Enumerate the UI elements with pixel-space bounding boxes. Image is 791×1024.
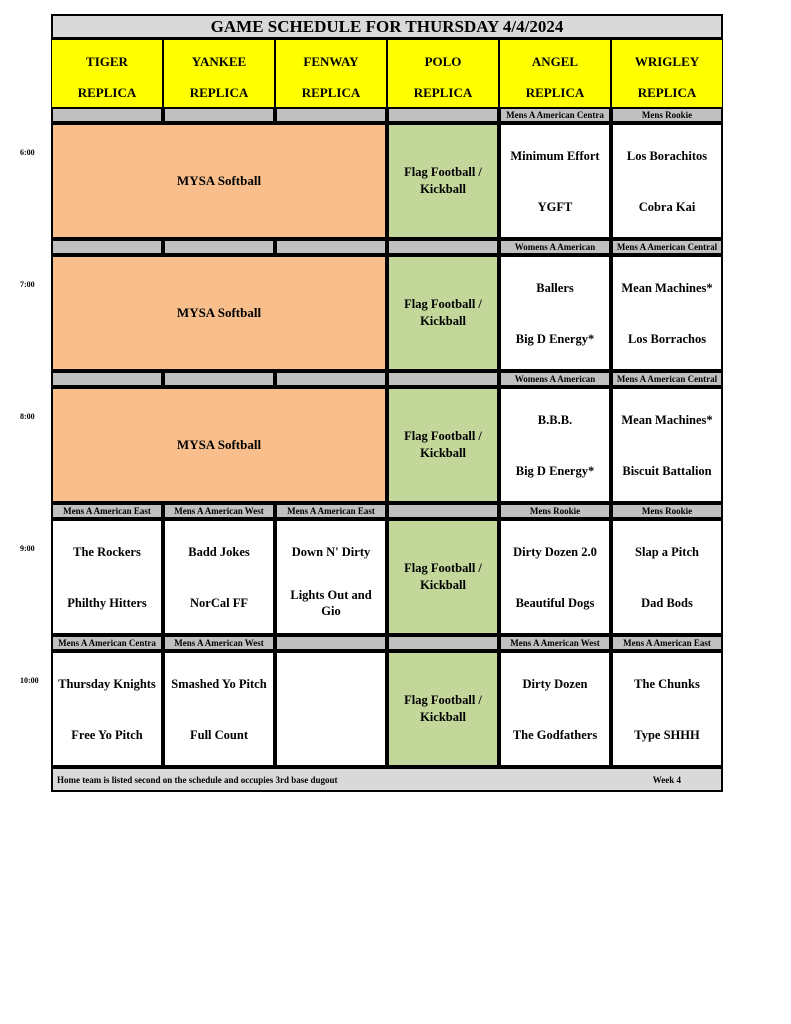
division-label: Mens A American Central xyxy=(611,371,723,387)
game-cell xyxy=(611,519,723,635)
division-label xyxy=(51,239,163,255)
field-name: ANGEL xyxy=(531,53,579,69)
field-type: REPLICA xyxy=(637,85,697,101)
division-label: Mens A American Centra xyxy=(499,107,611,123)
division-label: Mens A American West xyxy=(163,635,275,651)
field-type: REPLICA xyxy=(301,85,361,101)
division-label xyxy=(387,371,499,387)
division-label: Womens A American xyxy=(499,371,611,387)
flag-football-block: Flag Football / Kickball xyxy=(387,519,499,635)
division-label: Mens A American West xyxy=(163,503,275,519)
game-cell xyxy=(51,651,163,767)
division-label xyxy=(275,107,387,123)
home-team: Los Borrachos xyxy=(627,332,707,346)
mysa-softball-block: MYSA Softball xyxy=(51,255,387,371)
field-type: REPLICA xyxy=(77,85,137,101)
game-cell xyxy=(275,519,387,635)
away-team: Los Borachitos xyxy=(626,149,708,163)
division-label: Womens A American xyxy=(499,239,611,255)
home-team: YGFT xyxy=(537,200,573,214)
field-name: YANKEE xyxy=(191,53,247,69)
division-label: Mens A American East xyxy=(611,635,723,651)
time-label: 10:00 xyxy=(20,676,39,685)
home-team: Full Count xyxy=(189,728,248,742)
division-label: Mens A American East xyxy=(51,503,163,519)
away-team: Dirty Dozen 2.0 xyxy=(513,545,597,559)
home-team: Free Yo Pitch xyxy=(71,728,143,742)
field-type: REPLICA xyxy=(413,85,473,101)
home-team: Dad Bods xyxy=(641,596,693,610)
home-team: Type SHHH xyxy=(634,728,700,742)
field-name: WRIGLEY xyxy=(634,53,700,69)
division-label xyxy=(51,371,163,387)
flag-football-block: Flag Football / Kickball xyxy=(387,123,499,239)
game-cell xyxy=(499,519,611,635)
division-label xyxy=(387,239,499,255)
away-team: Down N' Dirty xyxy=(291,545,371,559)
away-team: Thursday Knights xyxy=(58,677,156,691)
away-team: The Rockers xyxy=(73,545,141,559)
division-label: Mens A American West xyxy=(499,635,611,651)
game-cell xyxy=(611,387,723,503)
away-team: Dirty Dozen xyxy=(522,677,588,691)
mysa-softball-block: MYSA Softball xyxy=(51,387,387,503)
division-label xyxy=(275,635,387,651)
game-cell xyxy=(163,519,275,635)
time-label: 7:00 xyxy=(20,280,35,289)
division-label: Mens Rookie xyxy=(611,503,723,519)
time-label: 6:00 xyxy=(20,148,35,157)
away-team: The Chunks xyxy=(634,677,700,691)
field-type: REPLICA xyxy=(189,85,249,101)
field-type: REPLICA xyxy=(525,85,585,101)
division-label xyxy=(387,107,499,123)
home-team: Beautiful Dogs xyxy=(515,596,595,610)
field-name: FENWAY xyxy=(303,53,359,69)
flag-football-block: Flag Football / Kickball xyxy=(387,387,499,503)
game-cell xyxy=(51,519,163,635)
schedule-title: GAME SCHEDULE FOR THURSDAY 4/4/2024 xyxy=(51,14,723,39)
division-label xyxy=(163,371,275,387)
division-label xyxy=(51,107,163,123)
division-label xyxy=(163,107,275,123)
home-team: Biscuit Battalion xyxy=(622,464,712,478)
division-label xyxy=(387,635,499,651)
home-team: Big D Energy* xyxy=(515,332,595,346)
empty-cell xyxy=(275,651,387,767)
home-team: Cobra Kai xyxy=(638,200,696,214)
home-team: The Godfathers xyxy=(512,728,598,742)
flag-football-block: Flag Football / Kickball xyxy=(387,651,499,767)
home-team: Philthy Hitters xyxy=(67,596,147,610)
division-label: Mens A American Centra xyxy=(51,635,163,651)
game-cell xyxy=(611,255,723,371)
week-label: Week 4 xyxy=(652,774,681,785)
game-cell xyxy=(611,651,723,767)
field-name: TIGER xyxy=(86,53,128,69)
game-cell xyxy=(499,123,611,239)
division-label xyxy=(275,371,387,387)
game-cell xyxy=(163,651,275,767)
field-name: POLO xyxy=(424,53,462,69)
away-team: Badd Jokes xyxy=(188,545,250,559)
flag-football-block: Flag Football / Kickball xyxy=(387,255,499,371)
home-team: Big D Energy* xyxy=(515,464,595,478)
division-label: Mens A American East xyxy=(275,503,387,519)
division-label xyxy=(275,239,387,255)
footer-note: Home team is listed second on the schedule and occupies 3rd base dugout xyxy=(57,774,338,785)
away-team: Ballers xyxy=(536,281,574,295)
away-team: Minimum Effort xyxy=(510,149,600,163)
schedule-table xyxy=(51,14,723,792)
schedule-footer xyxy=(51,767,723,792)
division-label: Mens A American Central xyxy=(611,239,723,255)
home-team: NorCal FF xyxy=(190,596,248,610)
division-label: Mens Rookie xyxy=(499,503,611,519)
mysa-softball-block: MYSA Softball xyxy=(51,123,387,239)
game-cell xyxy=(499,255,611,371)
away-team: Mean Machines* xyxy=(621,413,713,427)
away-team: Smashed Yo Pitch xyxy=(171,677,267,691)
division-label xyxy=(387,503,499,519)
away-team: Slap a Pitch xyxy=(635,545,699,559)
game-cell xyxy=(499,651,611,767)
away-team: B.B.B. xyxy=(537,413,573,427)
game-cell xyxy=(611,123,723,239)
away-team: Mean Machines* xyxy=(621,281,713,295)
time-label: 8:00 xyxy=(20,412,35,421)
time-label: 9:00 xyxy=(20,544,35,553)
home-team: Lights Out and Gio xyxy=(290,587,372,618)
division-label: Mens Rookie xyxy=(611,107,723,123)
division-label xyxy=(163,239,275,255)
game-cell xyxy=(499,387,611,503)
